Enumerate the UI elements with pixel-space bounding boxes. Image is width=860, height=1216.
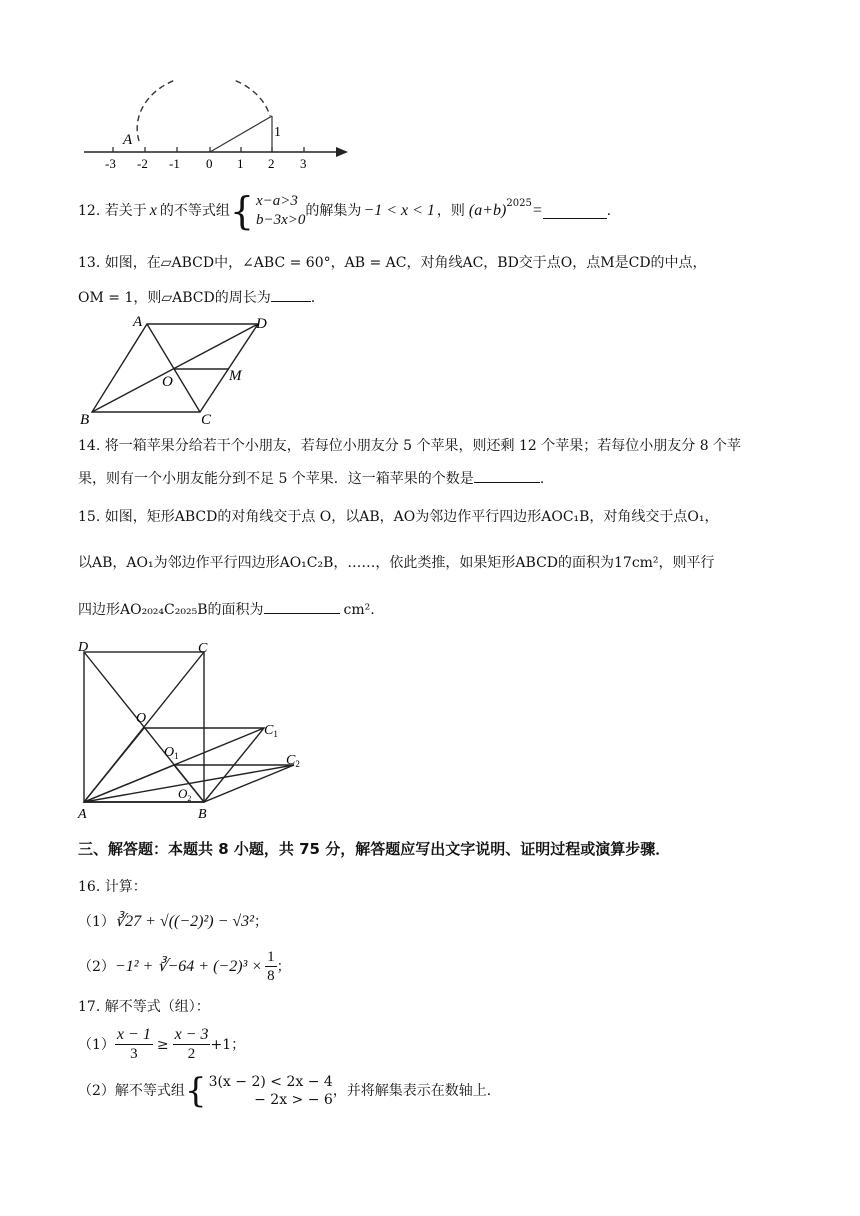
section-heading: 三、解答题：本题共 8 小题，共 75 分，解答题应写出文字说明、证明过程或演算步骤． — [78, 840, 671, 858]
height-label: 1 — [274, 125, 281, 140]
fraction-left: $\frac{x - 1}{3}$ — [116, 1026, 151, 1062]
tick-label: 2 — [268, 156, 275, 171]
tick-label: 0 — [206, 156, 213, 171]
hypotenuse-line — [210, 116, 272, 152]
answer-blank[interactable] — [543, 204, 607, 219]
question-number: 14. — [78, 438, 101, 454]
question-17-part-2: （2） 解不等式组 { 3(x − 2) < 2x − 4 − 2x > − 6 ，并将解集表示在数轴上． — [78, 1071, 501, 1111]
dashed-arc — [137, 80, 270, 141]
tick-marks — [113, 147, 304, 152]
question-14-line-2: 果，则有一个小朋友能分到不足 5 个苹果．这一箱苹果的个数是 . — [78, 468, 544, 489]
question-16-part-2: （2） −1² + ∛−64 + (−2)³ × $\frac{1}{8}$ ； — [78, 949, 291, 984]
number-line-figure — [78, 80, 358, 172]
question-13-line-2: OM = 1，则▱ABCD的周长为 . — [78, 287, 315, 308]
question-15-line-1: 15. 如图，矩形ABCD的对角线交于点 O，以AB，AO为邻边作平行四边形AOC₁B，对角线交于点O₁， — [78, 509, 719, 525]
question-13-line-1: 13. 如图，在▱ABCD中，∠ABC = 60°，AB = AC，对角线AC，BD交于点O，点M是CD的中点， — [78, 255, 707, 271]
question-17-part-1: （1） $\frac{x - 1}{3}$ ≥ $\frac{x - 3}{2}$ +1 ； — [78, 1026, 246, 1062]
vertex-d-label: D — [256, 316, 267, 332]
tick-label: 1 — [237, 156, 244, 171]
question-number: 12. — [78, 203, 101, 219]
point-o2-label: $O_2$ — [178, 786, 192, 803]
point-c1-label: $C_1$ — [264, 723, 278, 739]
answer-blank[interactable] — [264, 599, 340, 614]
question-14-line-1: 14. 将一箱苹果分给若干个小朋友，若每位小朋友分 5 个苹果，则还剩 12 个苹果；若每位小朋友分 8 个苹 — [78, 438, 742, 454]
question-number: 17. — [78, 999, 101, 1015]
point-o-label: O — [162, 374, 173, 390]
question-17: 17. 解不等式（组）： — [78, 999, 210, 1015]
point-m-label: M — [229, 368, 242, 384]
tick-label: -2 — [137, 156, 148, 171]
tick-label: -3 — [105, 156, 116, 171]
answer-blank[interactable] — [474, 468, 540, 483]
tick-label: -1 — [169, 156, 180, 171]
vertex-a-label: A — [133, 314, 143, 330]
question-number: 13. — [78, 255, 101, 271]
point-o-label: O — [136, 711, 147, 726]
vertex-b-label: B — [80, 412, 90, 428]
question-15-line-3: 四边形AO₂₀₂₄C₂₀₂₅B的面积为 cm². — [78, 599, 375, 620]
axis-arrow-icon — [336, 147, 348, 157]
inequality-system: { 3(x − 2) < 2x − 4 − 2x > − 6 — [184, 1071, 333, 1111]
diagonal-ac — [147, 324, 200, 412]
question-number: 15. — [78, 509, 101, 525]
vertex-b-label: B — [198, 807, 207, 822]
point-c2-label: $C_2$ — [286, 753, 300, 769]
question-15-line-2: 以AB，AO₁为邻边作平行四边形AO₁C₂B，……，依此类推，如果矩形ABCD的面积为17cm²，则平行 — [78, 555, 715, 571]
answer-blank[interactable] — [271, 287, 311, 302]
question-12: 12. 若关于 x 的不等式组 { x−a>3 b−3x>0 的解集为 −1 < x < 1 ，则 (a+b) $^{2025}$ = . — [78, 189, 612, 233]
point-o1-label: $O_1$ — [164, 745, 179, 761]
question-16: 16. 计算： — [78, 879, 147, 895]
vertex-d-label: D — [78, 640, 89, 655]
question-16-part-1: （1）∛27 + √((−2)²) − √3²； — [78, 913, 268, 930]
fraction-right: $\frac{x - 3}{2}$ — [174, 1026, 209, 1062]
point-a-label: A — [123, 132, 133, 148]
vertex-c-label: C — [198, 641, 208, 656]
inequality-system: { x−a>3 b−3x>0 — [229, 189, 306, 233]
vertex-a-label: A — [78, 807, 87, 822]
vertex-c-label: C — [201, 412, 212, 428]
rectangle-figure — [74, 636, 314, 822]
parallelogram-figure — [76, 312, 276, 428]
tick-label: 3 — [300, 156, 307, 171]
question-number: 16. — [78, 879, 101, 895]
fraction: $\frac{1}{8}$ — [267, 949, 275, 984]
